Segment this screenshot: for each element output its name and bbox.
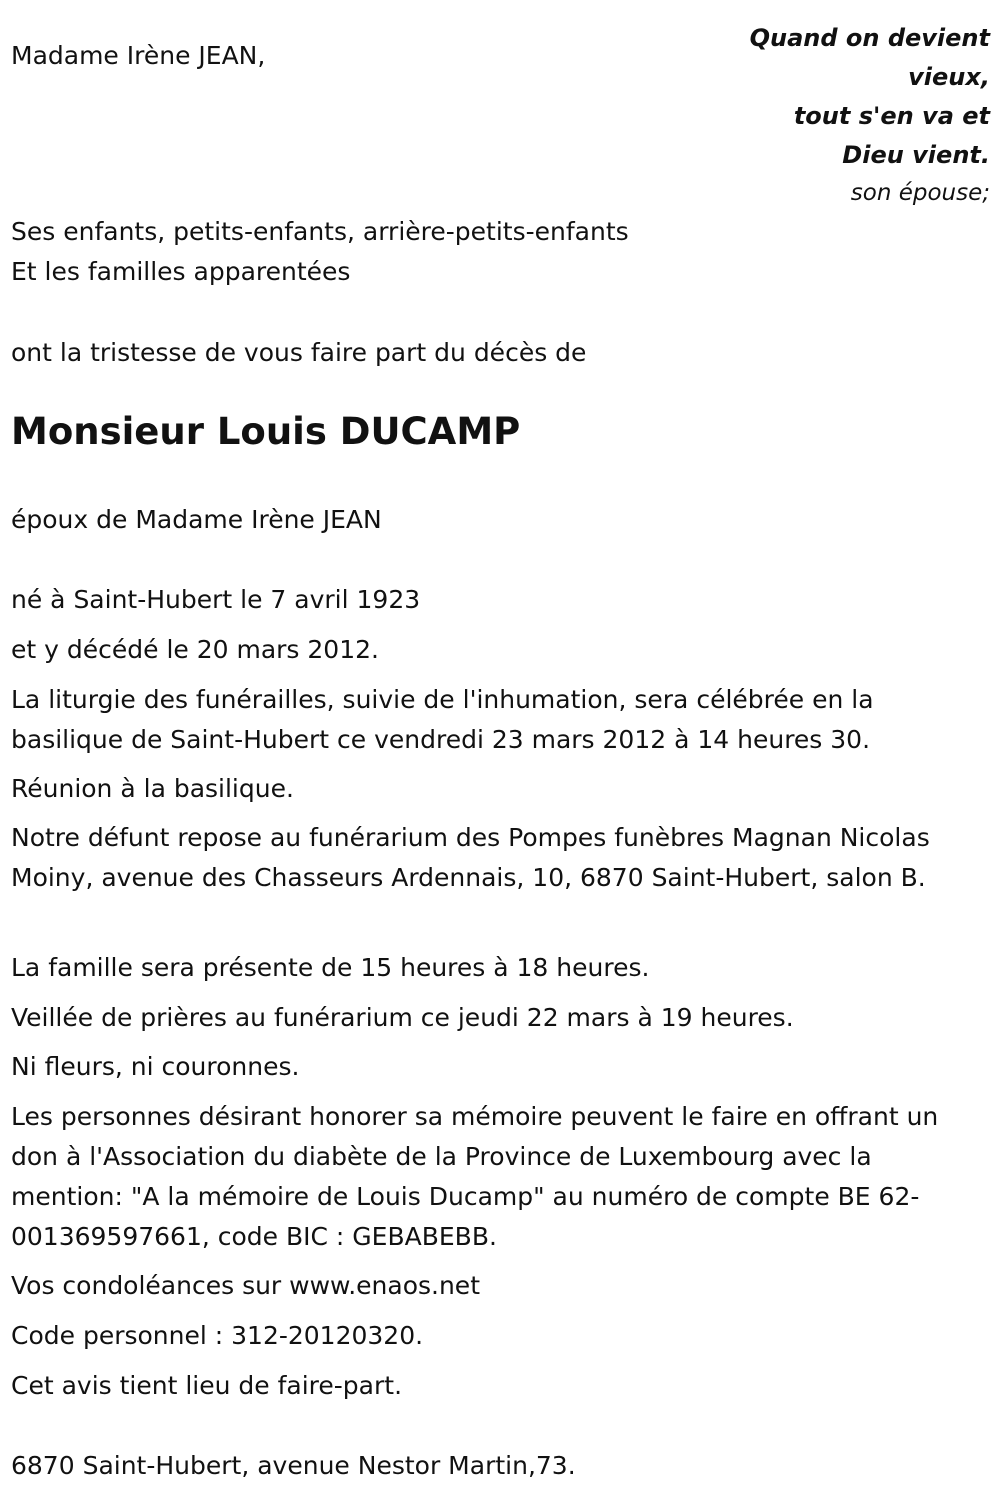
personal-code-paragraph: Code personnel : 312-20120320. [11,1321,424,1350]
deceased-spouse: époux de Madame Irène JEAN [11,505,382,534]
epigraph-quote [750,19,990,175]
family-presence-paragraph: La famille sera présente de 15 heures à 18 heures. [11,953,650,982]
quote-line: Quand on devient [749,24,990,52]
donation-paragraph: Les personnes désirant honorer sa mémoire peuvent le faire en offrant un don à l'Association du diabète de la Province de Luxembourg avec la mention: "A la mémoire de Louis Ducamp" au numéro de compte BE 62-001369597661, code BIC : GEBABEBB. [11,1102,939,1251]
spouse-label: son épouse; [850,180,990,206]
quote-line: Dieu vient. [842,141,990,169]
birth-info: né à Saint-Hubert le 7 avril 1923 [11,585,421,614]
liturgy-paragraph: La liturgie des funérailles, suivie de l'inhumation, sera célébrée en la basilique de Saint-Hubert ce vendredi 23 mars 2012 à 14 heures 30. [11,685,874,754]
meeting-paragraph: Réunion à la basilique. [11,774,294,803]
death-info: et y décédé le 20 mars 2012. [11,635,379,664]
repose-paragraph: Notre défunt repose au funérarium des Pompes funèbres Magnan Nicolas Moiny, avenue des Chasseurs Ardennais, 10, 6870 Saint-Hubert, salon B. [11,823,930,892]
notice-paragraph: Cet avis tient lieu de faire-part. [11,1371,403,1400]
quote-line: vieux, [908,63,990,91]
family-line-children: Ses enfants, petits-enfants, arrière-petits-enfants [11,217,629,246]
vigil-paragraph: Veillée de prières au funérarium ce jeudi 22 mars à 19 heures. [11,1003,794,1032]
announcement-text: ont la tristesse de vous faire part du décès de [11,338,587,367]
address-line: 6870 Saint-Hubert, avenue Nestor Martin,73. [11,1451,576,1480]
deceased-name: Monsieur Louis DUCAMP [11,410,521,453]
family-line-relatives: Et les familles apparentées [11,257,351,286]
spouse-name-line: Madame Irène JEAN, [11,41,266,70]
condolences-paragraph: Vos condoléances sur www.enaos.net [11,1271,480,1300]
quote-line: tout s'en va et [793,102,990,130]
flowers-paragraph: Ni fleurs, ni couronnes. [11,1052,300,1081]
